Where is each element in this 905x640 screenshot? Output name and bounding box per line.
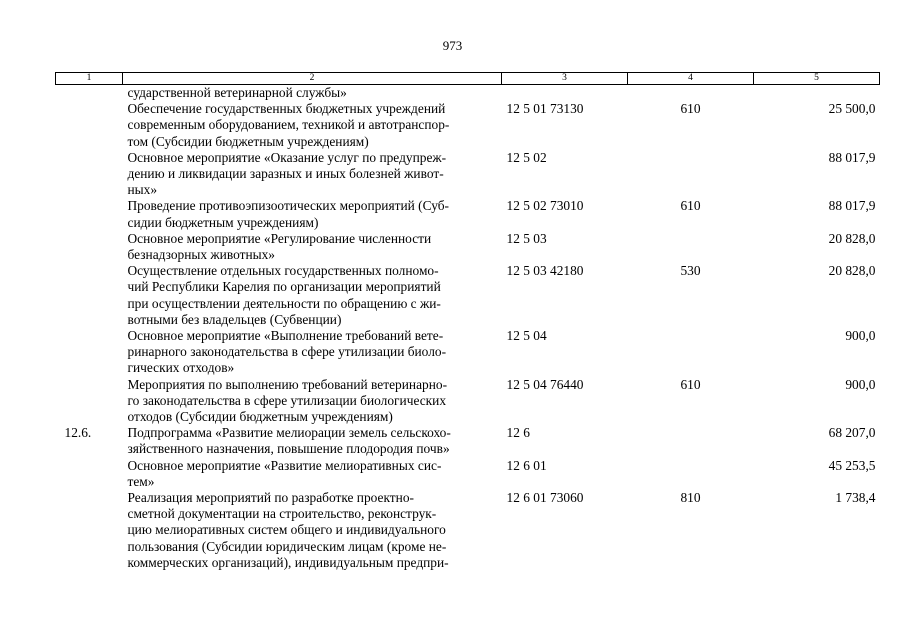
column-number-header-row xyxy=(56,73,880,85)
description-line: вотными без владельцев (Субвенции) xyxy=(127,311,342,327)
amount: 20 828,0 xyxy=(828,230,876,246)
table-row xyxy=(56,231,880,263)
row-number: 12.6. xyxy=(64,425,92,441)
amount: 900,0 xyxy=(845,376,876,392)
description-line: современным оборудованием, техникой и автотранспор- xyxy=(127,117,450,133)
amount: 45 253,5 xyxy=(828,457,876,473)
description-line: Подпрограмма «Развитие мелиорации земель сельскохо- xyxy=(127,425,451,441)
target-article-code: 12 5 04 76440 xyxy=(506,376,584,392)
target-article-code: 12 5 01 73130 xyxy=(506,101,584,117)
row-number xyxy=(56,101,123,150)
table-row xyxy=(56,490,880,571)
row-description xyxy=(123,231,502,263)
row-description xyxy=(123,425,502,457)
row-description xyxy=(123,328,502,377)
description-line: гических отходов» xyxy=(127,360,235,376)
row-number xyxy=(56,85,123,102)
expense-type-code: 610 xyxy=(680,198,701,214)
row-description xyxy=(123,85,502,102)
target-article-code: 12 6 xyxy=(506,425,530,441)
table-row xyxy=(56,85,880,102)
description-line: го законодательства в сфере утилизации биологических xyxy=(127,392,447,408)
row-description xyxy=(123,490,502,571)
expense-type-code xyxy=(628,150,754,199)
row-number xyxy=(56,231,123,263)
row-number xyxy=(56,328,123,377)
description-line: отходов (Субсидии бюджетным учреждениям) xyxy=(127,409,393,425)
target-article-code: 12 5 04 xyxy=(506,328,547,344)
target-article-code: 12 5 03 42180 xyxy=(506,263,584,279)
description-line: Мероприятия по выполнению требований ветеринарно- xyxy=(127,376,448,392)
description-line: цию мелиоративных систем общего и индивидуального xyxy=(127,522,446,538)
expense-type-code xyxy=(628,231,754,263)
expense-type-code: 810 xyxy=(680,490,701,506)
amount: 1 738,4 xyxy=(835,490,876,506)
description-line: Основное мероприятие «Развитие мелиоративных сис- xyxy=(127,457,442,473)
description-line: дению и ликвидации заразных и иных болезней живот- xyxy=(127,166,444,182)
expense-type-code xyxy=(628,85,754,102)
target-article-code: 12 5 02 73010 xyxy=(506,198,584,214)
expense-type-code xyxy=(628,328,754,377)
description-line: коммерческих организаций), индивидуальным предпри- xyxy=(127,554,449,570)
column-header-5: 5 xyxy=(754,73,880,85)
amount: 68 207,0 xyxy=(828,425,876,441)
amount: 88 017,9 xyxy=(828,198,876,214)
row-description xyxy=(123,263,502,328)
description-line: сударственной ветеринарной службы» xyxy=(127,85,347,100)
row-number xyxy=(56,377,123,426)
table-row xyxy=(56,328,880,377)
description-line: зяйственного назначения, повышение плодородия почв» xyxy=(127,441,450,457)
target-article-code: 12 6 01 73060 xyxy=(506,490,584,506)
amount: 88 017,9 xyxy=(828,149,876,165)
description-line: Основное мероприятие «Оказание услуг по предупреж- xyxy=(127,149,447,165)
row-number xyxy=(56,198,123,230)
table-row xyxy=(56,198,880,230)
description-line: Проведение противоэпизоотических мероприятий (Суб- xyxy=(127,198,450,214)
target-article-code: 12 6 01 xyxy=(506,457,547,473)
description-line: при осуществлении деятельности по обращению с жи- xyxy=(127,295,441,311)
row-description xyxy=(123,377,502,426)
description-line: Основное мероприятие «Выполнение требований вете- xyxy=(127,328,444,344)
column-header-1: 1 xyxy=(56,73,123,85)
budget-table xyxy=(55,72,880,571)
column-header-3: 3 xyxy=(502,73,628,85)
column-header-4: 4 xyxy=(628,73,754,85)
table-row xyxy=(56,101,880,150)
description-line: пользования (Субсидии юридическим лицам (кроме не- xyxy=(127,538,447,554)
amount: 20 828,0 xyxy=(828,263,876,279)
description-line: тем» xyxy=(127,473,155,489)
description-line: ринарного законодательства в сфере утилизации биоло- xyxy=(127,344,447,360)
page-number: 973 xyxy=(442,38,463,53)
row-description xyxy=(123,458,502,490)
table-row xyxy=(56,377,880,426)
table-row xyxy=(56,425,880,457)
expense-type-code: 610 xyxy=(680,101,701,117)
table-row xyxy=(56,458,880,490)
description-line: Основное мероприятие «Регулирование численности xyxy=(127,230,432,246)
amount: 900,0 xyxy=(845,328,876,344)
description-line: Осуществление отдельных государственных полномо- xyxy=(127,263,439,279)
description-line: сидии бюджетным учреждениям) xyxy=(127,214,319,230)
row-number xyxy=(56,490,123,571)
table-row xyxy=(56,263,880,328)
description-line: Обеспечение государственных бюджетных учреждений xyxy=(127,101,446,117)
row-description xyxy=(123,101,502,150)
row-description xyxy=(123,198,502,230)
table-row xyxy=(56,150,880,199)
target-article-code xyxy=(502,85,628,102)
expense-type-code xyxy=(628,458,754,490)
description-line: Реализация мероприятий по разработке проектно- xyxy=(127,490,414,506)
target-article-code: 12 5 02 xyxy=(506,149,547,165)
amount xyxy=(754,85,880,102)
row-description xyxy=(123,150,502,199)
column-header-2: 2 xyxy=(123,73,502,85)
description-line: сметной документации на строительство, реконструк- xyxy=(127,506,437,522)
table-body xyxy=(56,85,880,572)
description-line: том (Субсидии бюджетным учреждениям) xyxy=(127,133,369,149)
row-number xyxy=(56,150,123,199)
amount: 25 500,0 xyxy=(828,101,876,117)
row-number xyxy=(56,458,123,490)
row-number xyxy=(56,263,123,328)
expense-type-code xyxy=(628,425,754,457)
description-line: ных» xyxy=(127,182,158,198)
description-line: чий Республики Карелия по организации мероприятий xyxy=(127,279,441,295)
expense-type-code: 610 xyxy=(680,376,701,392)
expense-type-code: 530 xyxy=(680,263,701,279)
description-line: безнадзорных животных» xyxy=(127,247,275,263)
target-article-code: 12 5 03 xyxy=(506,230,547,246)
